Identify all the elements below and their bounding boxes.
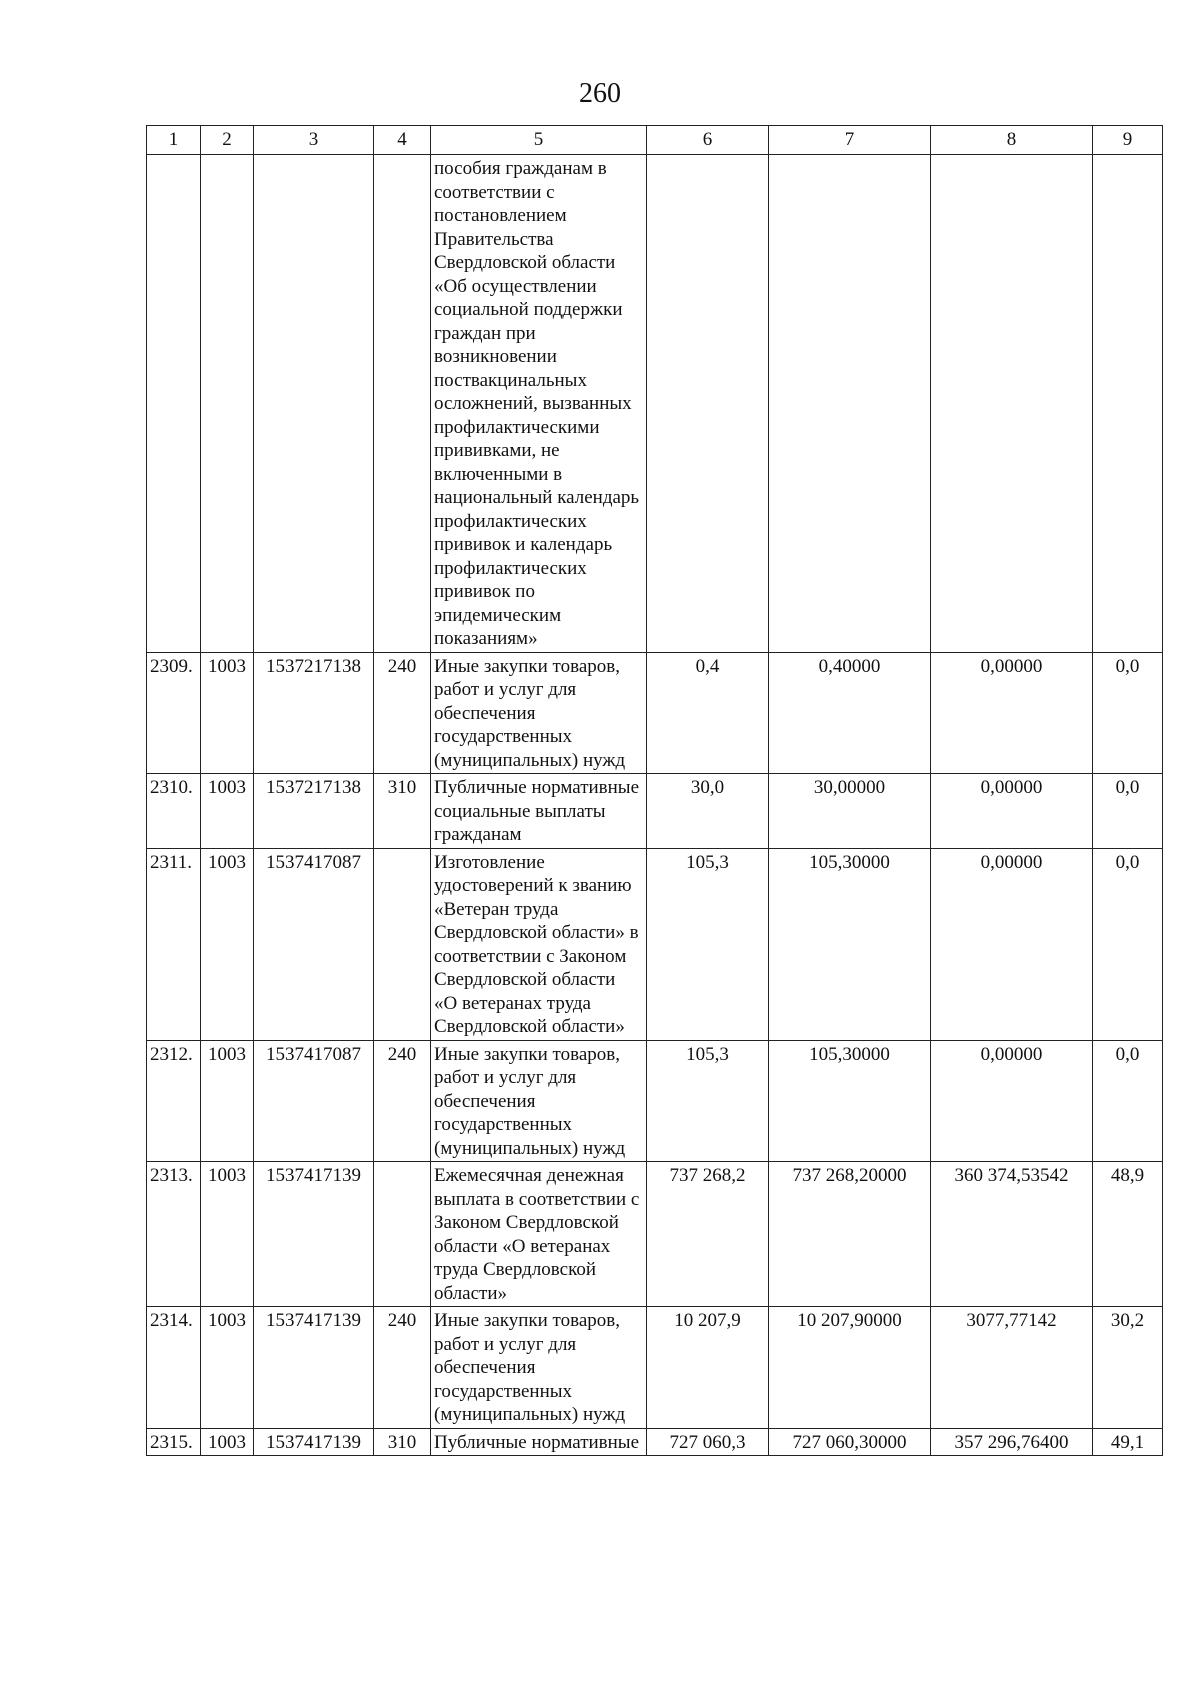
- table-row: [147, 1428, 1163, 1456]
- expense-description: Иные закупки товаров, работ и услуг для обеспечения государственных (муниципальных) нужд: [431, 1307, 647, 1429]
- section-code: 1003: [201, 774, 254, 849]
- col-header-3: 3: [254, 126, 374, 155]
- table-row: [147, 155, 1163, 653]
- expense-description: Иные закупки товаров, работ и услуг для обеспечения государственных (муниципальных) нужд: [431, 1040, 647, 1162]
- row-number: 2314.: [147, 1307, 201, 1429]
- section-code: 1003: [201, 1428, 254, 1456]
- execution-percent: 0,0: [1093, 774, 1163, 849]
- plan-amount: 10 207,9: [647, 1307, 769, 1429]
- table-row: [147, 1040, 1163, 1162]
- table-body: [147, 155, 1163, 1456]
- expense-description: Публичные нормативные социальные выплаты гражданам: [431, 774, 647, 849]
- table-row: [147, 652, 1163, 774]
- executed-amount: 3077,77142: [931, 1307, 1093, 1429]
- target-article-code: 1537217138: [254, 774, 374, 849]
- execution-percent: 30,2: [1093, 1307, 1163, 1429]
- target-article-code: 1537417087: [254, 848, 374, 1040]
- plan-amount: 0,4: [647, 652, 769, 774]
- section-code: [201, 155, 254, 653]
- col-header-1: 1: [147, 126, 201, 155]
- expense-kind-code: [374, 848, 431, 1040]
- plan-amount: 105,3: [647, 1040, 769, 1162]
- execution-percent: 0,0: [1093, 652, 1163, 774]
- col-header-5: 5: [431, 126, 647, 155]
- row-number: 2309.: [147, 652, 201, 774]
- col-header-6: 6: [647, 126, 769, 155]
- row-number: 2315.: [147, 1428, 201, 1456]
- expense-kind-code: 240: [374, 652, 431, 774]
- approved-amount: 105,30000: [769, 1040, 931, 1162]
- plan-amount: 737 268,2: [647, 1162, 769, 1307]
- row-number: 2311.: [147, 848, 201, 1040]
- section-code: 1003: [201, 652, 254, 774]
- expense-kind-code: 310: [374, 774, 431, 849]
- page-number: 260: [579, 78, 621, 109]
- plan-amount: 105,3: [647, 848, 769, 1040]
- section-code: 1003: [201, 848, 254, 1040]
- section-code: 1003: [201, 1162, 254, 1307]
- expense-description: Публичные нормативные: [431, 1428, 647, 1456]
- table-row: [147, 848, 1163, 1040]
- table-row: [147, 1162, 1163, 1307]
- col-header-8: 8: [931, 126, 1093, 155]
- executed-amount: 0,00000: [931, 774, 1093, 849]
- expense-kind-code: [374, 155, 431, 653]
- target-article-code: 1537417139: [254, 1162, 374, 1307]
- expense-kind-code: [374, 1162, 431, 1307]
- col-header-4: 4: [374, 126, 431, 155]
- row-number: [147, 155, 201, 653]
- execution-percent: 49,1: [1093, 1428, 1163, 1456]
- col-header-7: 7: [769, 126, 931, 155]
- executed-amount: 0,00000: [931, 1040, 1093, 1162]
- executed-amount: 0,00000: [931, 652, 1093, 774]
- expense-description: пособия гражданам в соответствии с постановлением Правительства Свердловской области «Об осуществлении социальной поддержки граждан при возникновении поствакцинальных осложнений, вызванных профилактическими прививками, не включенными в национальный календарь профилактических прививок и календарь профилактических прививок по эпидемическим показаниям»: [431, 155, 647, 653]
- target-article-code: 1537217138: [254, 652, 374, 774]
- target-article-code: 1537417139: [254, 1307, 374, 1429]
- expense-kind-code: 240: [374, 1307, 431, 1429]
- execution-percent: 0,0: [1093, 848, 1163, 1040]
- section-code: 1003: [201, 1307, 254, 1429]
- target-article-code: 1537417087: [254, 1040, 374, 1162]
- execution-percent: 48,9: [1093, 1162, 1163, 1307]
- expense-description: Изготовление удостоверений к званию «Ветеран труда Свердловской области» в соответствии с Законом Свердловской области «О ветеранах труда Свердловской области»: [431, 848, 647, 1040]
- approved-amount: 737 268,20000: [769, 1162, 931, 1307]
- header-row: [147, 126, 1163, 155]
- table-row: [147, 1307, 1163, 1429]
- executed-amount: 360 374,53542: [931, 1162, 1093, 1307]
- executed-amount: 0,00000: [931, 848, 1093, 1040]
- approved-amount: 30,00000: [769, 774, 931, 849]
- approved-amount: 105,30000: [769, 848, 931, 1040]
- table-row: [147, 774, 1163, 849]
- plan-amount: 30,0: [647, 774, 769, 849]
- col-header-9: 9: [1093, 126, 1163, 155]
- col-header-2: 2: [201, 126, 254, 155]
- plan-amount: [647, 155, 769, 653]
- execution-percent: 0,0: [1093, 1040, 1163, 1162]
- plan-amount: 727 060,3: [647, 1428, 769, 1456]
- approved-amount: [769, 155, 931, 653]
- executed-amount: [931, 155, 1093, 653]
- approved-amount: 10 207,90000: [769, 1307, 931, 1429]
- budget-table: [146, 125, 1163, 1456]
- row-number: 2313.: [147, 1162, 201, 1307]
- approved-amount: 0,40000: [769, 652, 931, 774]
- row-number: 2312.: [147, 1040, 201, 1162]
- executed-amount: 357 296,76400: [931, 1428, 1093, 1456]
- section-code: 1003: [201, 1040, 254, 1162]
- target-article-code: 1537417139: [254, 1428, 374, 1456]
- execution-percent: [1093, 155, 1163, 653]
- table-header: [147, 126, 1163, 155]
- expense-description: Ежемесячная денежная выплата в соответствии с Законом Свердловской области «О ветеранах труда Свердловской области»: [431, 1162, 647, 1307]
- row-number: 2310.: [147, 774, 201, 849]
- approved-amount: 727 060,30000: [769, 1428, 931, 1456]
- target-article-code: [254, 155, 374, 653]
- expense-kind-code: 240: [374, 1040, 431, 1162]
- expense-kind-code: 310: [374, 1428, 431, 1456]
- expense-description: Иные закупки товаров, работ и услуг для обеспечения государственных (муниципальных) нужд: [431, 652, 647, 774]
